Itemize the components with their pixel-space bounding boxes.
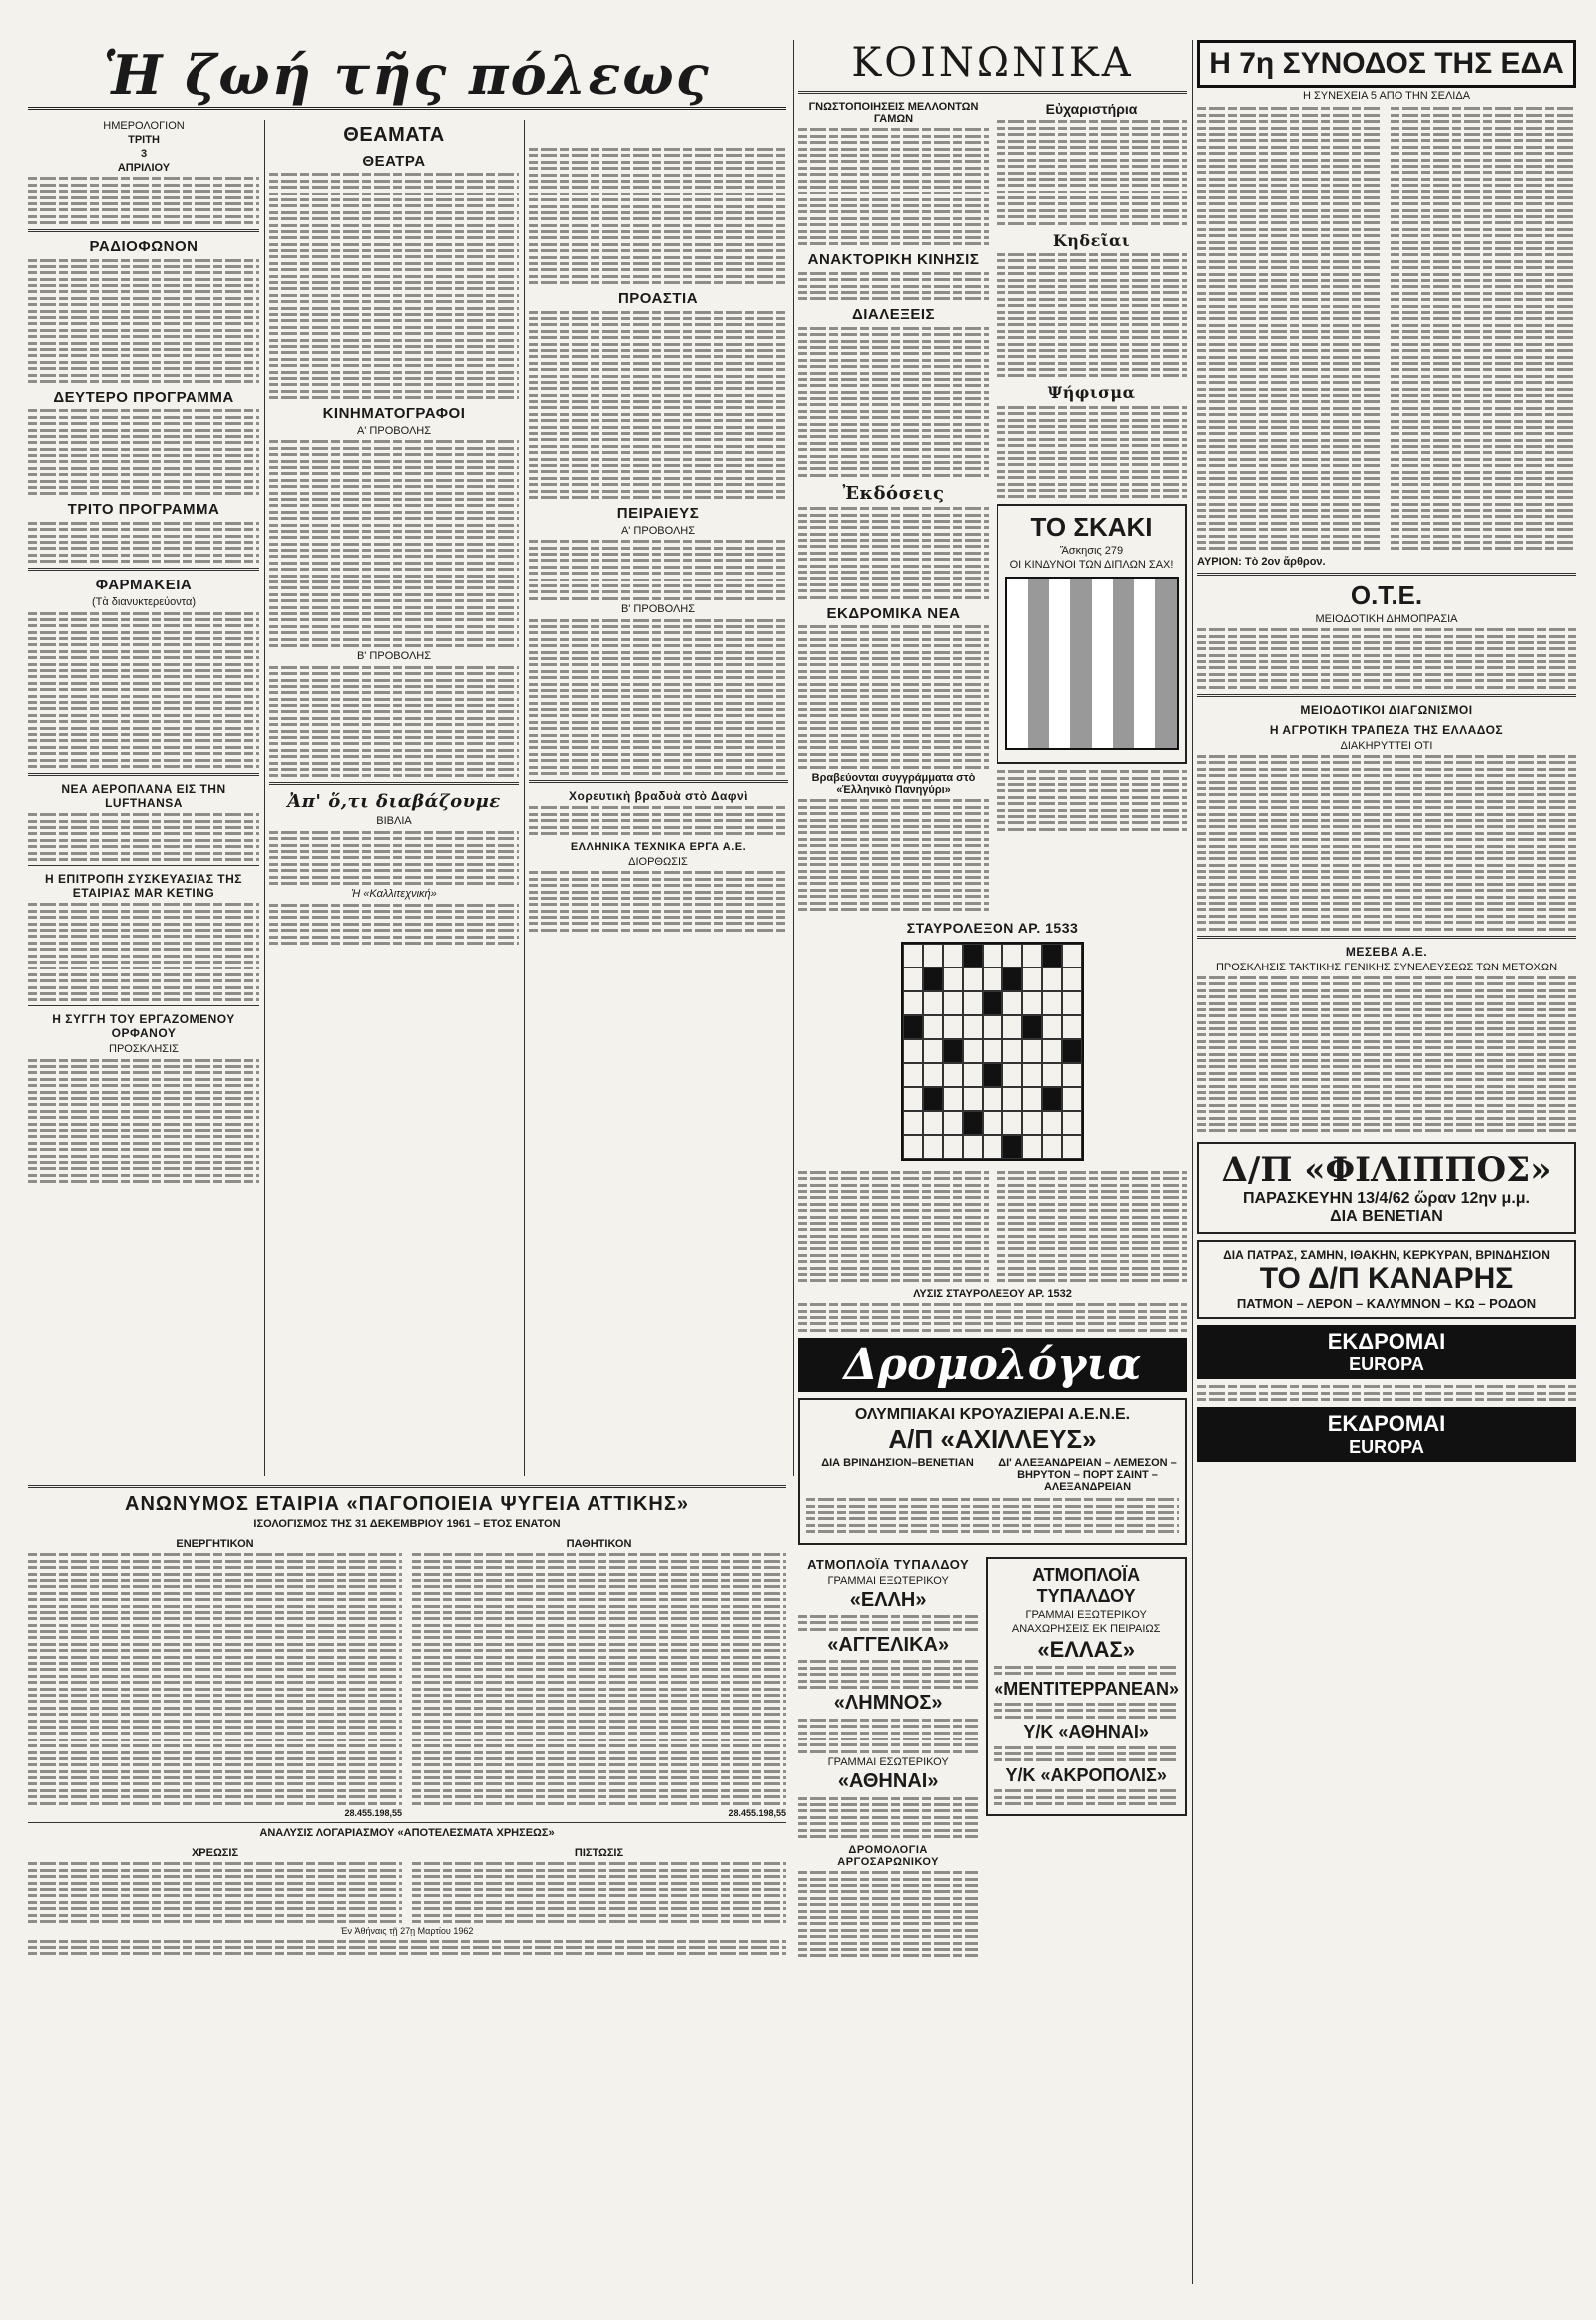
liabilities-heading: ΠΑΘΗΤΙΚΟΝ [566,1538,632,1550]
text-block [28,1553,402,1804]
text-block [997,120,1187,224]
text-block [994,1789,1179,1805]
ledger-assets [28,1536,402,1818]
ship-achilleus: Α/Π «ΑΧΙΛΛΕΥΣ» [888,1423,1097,1454]
art-heading: Ἡ «Καλλιτεχνική» [351,888,437,901]
ote-sub: ΜΕΙΟΔΟΤΙΚΗ ΔΗΜΟΠΡΑΣΙΑ [1315,612,1458,625]
second-run: Β' ΠΡΟΒΟΛΗΣ [620,603,696,616]
section-radio: ΡΑΔΙΟΦΩΝΟΝ [89,238,199,256]
section-third-program: ΤΡΙΤΟ ΠΡΟΓΡΑΜΜΑ [67,501,220,519]
text-block [997,1167,1187,1285]
section-departure: ΑΝΑΚΤΟΡΙΚΗ ΚΙΝΗΣΙΣ [807,251,980,269]
ship-kanaris: ΤΟ Δ/Π ΚΑΝΑΡΗΣ [1259,1262,1514,1296]
chess-exercise: Ἄσκησις 279 [1059,545,1124,558]
calendar-day: ΤΡΙΤΗ [128,134,160,146]
text-block [412,1553,786,1804]
text-block [997,770,1187,831]
section-suburbs: ΠΡΟΑΣΤΙΑ [617,290,699,308]
column-suburbs [529,118,788,1474]
text-block [28,177,259,224]
crossword-solution: ΛΥΣΙΣ ΣΤΑΥΡΟΛΕΞΟΥ ΑΡ. 1532 [913,1287,1072,1300]
text-block [1197,104,1383,554]
text-block [798,1167,989,1285]
section-memorial: Ψήφισμα [1047,383,1136,403]
text-block [28,1940,786,1956]
philippos-date: ΠΑΡΑΣΚΕΥΗΝ 13/4/62 ὥραν 12ην μ.μ. [1242,1190,1530,1208]
shipping-right [986,1551,1187,1961]
eda-byline: ΑΥΡΙΟΝ: Τὸ 2ον ἄρθρον. [1197,555,1326,568]
dromologia-banner: Δρομολόγια [798,1338,1187,1392]
section-excursions: ΕΚΔΡΟΜΙΚΑ ΝΕΑ [826,604,961,622]
text-block [529,806,788,835]
rule [28,229,259,232]
ekdromai-logo-1 [1197,1325,1576,1379]
shipping-grid [798,1551,1187,1961]
text-block [798,1303,1187,1332]
text-block [28,612,259,768]
ekdromai-logo-2 [1197,1407,1576,1462]
chess-board [1005,577,1179,750]
ledger-credit [412,1845,786,1926]
text-block [1197,755,1576,931]
debit-heading: ΧΡΕΩΣΙΣ [191,1847,239,1860]
ledger-liabilities [412,1536,786,1818]
column-calendar [28,118,259,1474]
ship-aggelika: «ΑΓΓΕΛΙΚΑ» [827,1634,950,1657]
text-block [529,871,788,932]
text-block [529,619,788,775]
shipping-left [798,1551,978,1961]
europa-label: EUROPA [1349,1354,1424,1375]
text-block [994,1746,1179,1762]
ship-athinai-ad: Υ/Κ «ΑΘΗΝΑΙ» [1023,1722,1149,1742]
ship-athinai: «ΑΘΗΝΑΙ» [837,1770,939,1793]
balance-title: ΙΣΟΛΟΓΙΣΜΟΣ ΤΗΣ 31 ΔΕΚΕΜΒΡΙΟΥ 1961 – ΕΤΟΣ ΕΝΑΤΟΝ [253,1518,561,1530]
kanaris-ad [1197,1240,1576,1319]
text-block [269,666,519,778]
rule [269,782,519,785]
section-theatre: ΘΕΑΤΡΑ [362,153,426,170]
ship-akropolis: Υ/Κ «ΑΚΡΟΠΟΛΙΣ» [1005,1764,1167,1785]
ship-mediterranean: «ΜΕΝΤΙΤΕΡΡΑΝΕΑΝ» [994,1678,1179,1699]
column-rule [1192,40,1193,2284]
rule [28,773,259,776]
social-header: ΚΟΙΝΩΝΙΚΑ [851,40,1134,86]
section-funerals: Κηδεῖαι [1052,230,1131,250]
chess-subtitle: ΟΙ ΚΙΝΔΥΝΟΙ ΤΩΝ ΔΙΠΛΩΝ ΣΑΧ! [1009,559,1174,572]
invite-heading: ΠΡΟΣΚΛΗΣΙΣ [109,1043,179,1056]
ledger-results [28,1845,786,1926]
column-eda [1197,40,1576,2284]
crossword-clues [798,1167,1187,1285]
eda-body [1197,104,1576,554]
piraeus-departures: ΑΝΑΧΩΡΗΣΕΙΣ ΕΚ ΠΕΙΡΑΙΩΣ [1011,1622,1161,1635]
text-block [28,259,259,383]
masthead-title: Ἡ ζωή τῆς πόλεως [103,43,711,107]
sign-date: Ἐν Ἀθήναις τῇ 27ῃ Μαρτίου 1962 [340,1926,474,1937]
text-block [997,406,1187,498]
text-block [997,253,1187,377]
kanaris-route-2: ΠΑΤΜΟΝ – ΛΕΡΟΝ – ΚΑΛΥΜΝΟΝ – ΚΩ – ΡΟΔΟΝ [1236,1296,1537,1312]
masthead [28,40,786,110]
text-block [806,1498,1179,1533]
analysis-title: ΑΝΑΛΥΣΙΣ ΛΟΓΑΡΙΑΣΜΟΥ «ΑΠΟΤΕΛΕΣΜΑΤΑ ΧΡΗΣΕΩΣ» [259,1827,555,1840]
text-block [798,1615,978,1631]
text-block [1391,104,1576,554]
shipping-sub-inner: ΓΡΑΜΜΑΙ ΕΣΩΤΕΡΙΚΟΥ [827,1756,949,1769]
typaldou-ad [986,1557,1187,1817]
rule [1197,936,1576,939]
argosaronic-title: ΔΡΟΜΟΛΟΓΙΑ ΑΡΓΟΣΑΡΩΝΙΚΟΥ [837,1843,939,1868]
text-block [798,507,989,598]
tenders-title: ΜΕΙΟΔΟΤΙΚΟΙ ΔΙΑΓΩΝΙΣΜΟΙ [1300,702,1473,717]
ship-elli: «ΕΛΛΗ» [849,1588,927,1611]
column-rule [793,40,794,1476]
bank-sub: ΔΙΑΚΗΡΥΤΤΕΙ ΟΤΙ [1340,739,1433,752]
crossword-title: ΣΤΑΥΡΟΛΕΞΟΝ ΑΡ. 1533 [906,920,1079,937]
books-heading: ΒΙΒΛΙΑ [376,815,412,828]
rule [529,780,788,783]
theatres-header: ΘΕΑΜΑΤΑ [343,124,445,146]
route-alexandria: ΔΙ' ΑΛΕΞΑΝΔΡΕΙΑΝ – ΛΕΜΕΣΟΝ – ΒΗΡΥΤΟΝ – ΠΟΡΤ ΣΑΙΝΤ – ΑΛΕΞΑΝΔΡΕΙΑΝ [998,1456,1177,1493]
second-run: Β' ΠΡΟΒΟΛΗΣ [356,650,432,663]
text-block [798,1660,978,1689]
text-block [269,173,519,399]
bank-title: Η ΑΓΡΟΤΙΚΗ ΤΡΑΠΕΖΑ ΤΗΣ ΕΛΛΑΔΟΣ [1269,722,1504,737]
text-block [269,831,519,885]
text-block [1197,628,1576,689]
balance-sheet [28,1480,786,1959]
column-social [798,40,1187,2284]
correction-heading: ΔΙΟΡΘΩΣΙΣ [628,855,688,868]
eda-headline: Η 7η ΣΥΝΟΔΟΣ ΤΗΣ ΕΔΑ [1197,40,1576,88]
section-lectures: ΔΙΑΛΕΞΕΙΣ [851,306,936,324]
text-block [798,1797,978,1838]
column-theatres [269,118,519,1474]
text-block [798,327,989,477]
section-second-program: ΔΕΥΤΕΡΟ ΠΡΟΓΡΑΜΜΑ [53,388,234,406]
section-pharmacy: ΦΑΡΜΑΚΕΙΑ [95,577,193,594]
text-block [994,1666,1179,1675]
rule [28,865,259,866]
text-block [269,904,519,945]
ship-limnos: «ΛΗΜΝΟΣ» [833,1692,943,1715]
text-block [412,1862,786,1923]
text-block [28,409,259,495]
ekdromai-label: ΕΚΔΡΟΜΑΙ [1327,1329,1446,1354]
section-dance: Χορευτικὴ βραδυὰ στὸ Δαφνὶ [569,788,748,803]
crossword-grid [901,942,1084,1161]
liabilities-total: 28.455.198,55 [728,1808,786,1819]
text-block [529,148,788,284]
social-left [798,99,989,914]
calendar-label: ΗΜΕΡΟΛΟΓΙΟΝ [103,120,185,132]
section-committee: Η ΕΠΙΤΡΟΠΗ ΣΥΣΚΕΥΑΣΙΑΣ ΤΗΣ ΕΤΑΙΡΙΑΣ MAR KETING [45,872,242,901]
section-editions: Ἐκδόσεις [842,482,945,504]
text-block [1197,1385,1576,1401]
rule [28,1822,786,1823]
text-block [798,1871,978,1957]
text-block [28,813,259,861]
pharmacy-sub: (Τὰ διανυκτερεύοντα) [92,596,196,609]
rule [1197,694,1576,697]
text-block [28,1862,402,1923]
shipping-title: ΑΤΜΟΠΛΟΪΑ ΤΥΠΑΛΔΟΥ [807,1556,970,1572]
meeting-title: ΜΕΣΕΒΑ Α.Ε. [1345,944,1428,959]
section-piraeus: ΠΕΙΡΑΙΕΥΣ [616,504,700,522]
awards-heading: Βραβεύονται συγγράμματα στὸ «Ἑλληνικὸ Πανηγύρι» [811,771,976,796]
kanaris-route: ΔΙΑ ΠΑΤΡΑΣ, ΣΑΜΗΝ, ΙΘΑΚΗΝ, ΚΕΡΚΥΡΑΝ, ΒΡΙΝΔΗΣΙΟΝ [1223,1248,1550,1263]
europa-label: EUROPA [1349,1437,1424,1458]
cruise-routes [806,1455,1179,1495]
company-title: ΑΝΩΝΥΜΟΣ ΕΤΑΙΡΙΑ «ΠΑΓΟΠΟΙΕΙΑ ΨΥΓΕΙΑ ΑΤΤΙΚΗΣ» [125,1493,689,1515]
section-greek-works: ΕΛΛΗΝΙΚΑ ΤΕΧΝΙΚΑ ΕΡΓΑ Α.Ε. [570,840,747,853]
typaldou-title: ΑΤΜΟΠΛΟΪΑ ΤΥΠΑΛΔΟΥ [1032,1564,1141,1606]
section-reading: Ἀπ' ὅ,τι διαβάζουμε [287,791,501,813]
typaldou-sub: ΓΡΑΜΜΑΙ ΕΞΩΤΕΡΙΚΟΥ [1025,1608,1147,1621]
column-rule [264,120,265,1476]
assets-total: 28.455.198,55 [344,1808,402,1819]
section-airplanes: ΝΕΑ ΑΕΡΟΠΛΑΝΑ ΕΙΣ ΤΗΝ LUFTHANSA [61,781,226,810]
first-run: Α' ΠΡΟΒΟΛΗΣ [620,524,696,537]
rule [28,1485,786,1488]
ekdromai-label: ΕΚΔΡΟΜΑΙ [1327,1411,1446,1437]
philippos-ad [1197,1142,1576,1234]
section-cinema: ΚΙΝΗΜΑΤΟΓΡΑΦΟΙ [322,405,466,423]
meeting-sub: ΠΡΟΣΚΛΗΣΙΣ ΤΑΚΤΙΚΗΣ ΓΕΝΙΚΗΣ ΣΥΝΕΛΕΥΣΕΩΣ ΤΩΝ ΜΕΤΟΧΩΝ [1215,961,1558,973]
philippos-dest: ΔΙΑ ΒΕΝΕΤΙΑΝ [1330,1208,1443,1226]
rule [798,91,1187,94]
rule [28,1005,259,1006]
cruise-company: ΟΛΥΜΠΙΑΚΑΙ ΚΡΟΥΑΖΙΕΡΑΙ Α.Ε.Ν.Ε. [854,1405,1131,1423]
chess-header: ΤΟ ΣΚΑΚΙ [1030,512,1153,543]
text-block [529,311,788,499]
text-block [28,522,259,563]
text-block [798,128,989,245]
social-grid [798,99,1187,914]
assets-heading: ΕΝΕΡΓΗΤΙΚΟΝ [176,1538,254,1550]
text-block [28,1059,259,1183]
text-block [798,625,989,769]
route-brindisi: ΔΙΑ ΒΡΙΝΔΗΣΙΟΝ–ΒΕΝΕΤΙΑΝ [821,1456,974,1469]
calendar-month: ΑΠΡΙΛΙΟΥ [117,162,171,174]
masthead-rule [28,107,786,110]
text-block [798,272,989,301]
text-block [1197,976,1576,1132]
cruise-ad [798,1398,1187,1545]
thanks-heading: Εὐχαριστήρια [1045,101,1138,117]
rule [28,568,259,571]
credit-heading: ΠΙΣΤΩΣΙΣ [574,1847,624,1860]
text-block [798,799,989,911]
text-block [28,903,259,1001]
text-block [269,440,519,647]
text-block [994,1703,1179,1719]
ship-hellas: «ΕΛΛΑΣ» [1037,1636,1135,1662]
chess-box [997,504,1187,764]
first-run: Α' ΠΡΟΒΟΛΗΣ [356,425,432,438]
calendar-date: 3 [140,148,148,160]
column-rule [524,120,525,1476]
section-orphan: Η ΣΥΓΓΗ ΤΟΥ ΕΡΓΑΖΟΜΕΝΟΥ ΟΡΦΑΝΟΥ [52,1012,235,1041]
ote-title: Ο.Τ.Ε. [1350,580,1423,610]
text-block [798,1719,978,1753]
ledger-debit [28,1845,402,1926]
engagements-heading: ΓΝΩΣΤΟΠΟΙΗΣΕΙΣ ΜΕΛΛΟΝΤΩΝ ΓΑΜΩΝ [808,101,979,125]
shipping-sub: ΓΡΑΜΜΑΙ ΕΞΩΤΕΡΙΚΟΥ [827,1574,949,1587]
text-block [529,540,788,600]
social-right [997,99,1187,914]
rule [1197,573,1576,576]
ship-philippos: Δ/Π «ΦΙΛΙΠΠΟΣ» [1221,1150,1552,1191]
eda-continued: Η ΣΥΝΕΧΕΙΑ 5 ΑΠΟ ΤΗΝ ΣΕΛΙΔΑ [1302,90,1471,102]
ledger [28,1536,786,1818]
